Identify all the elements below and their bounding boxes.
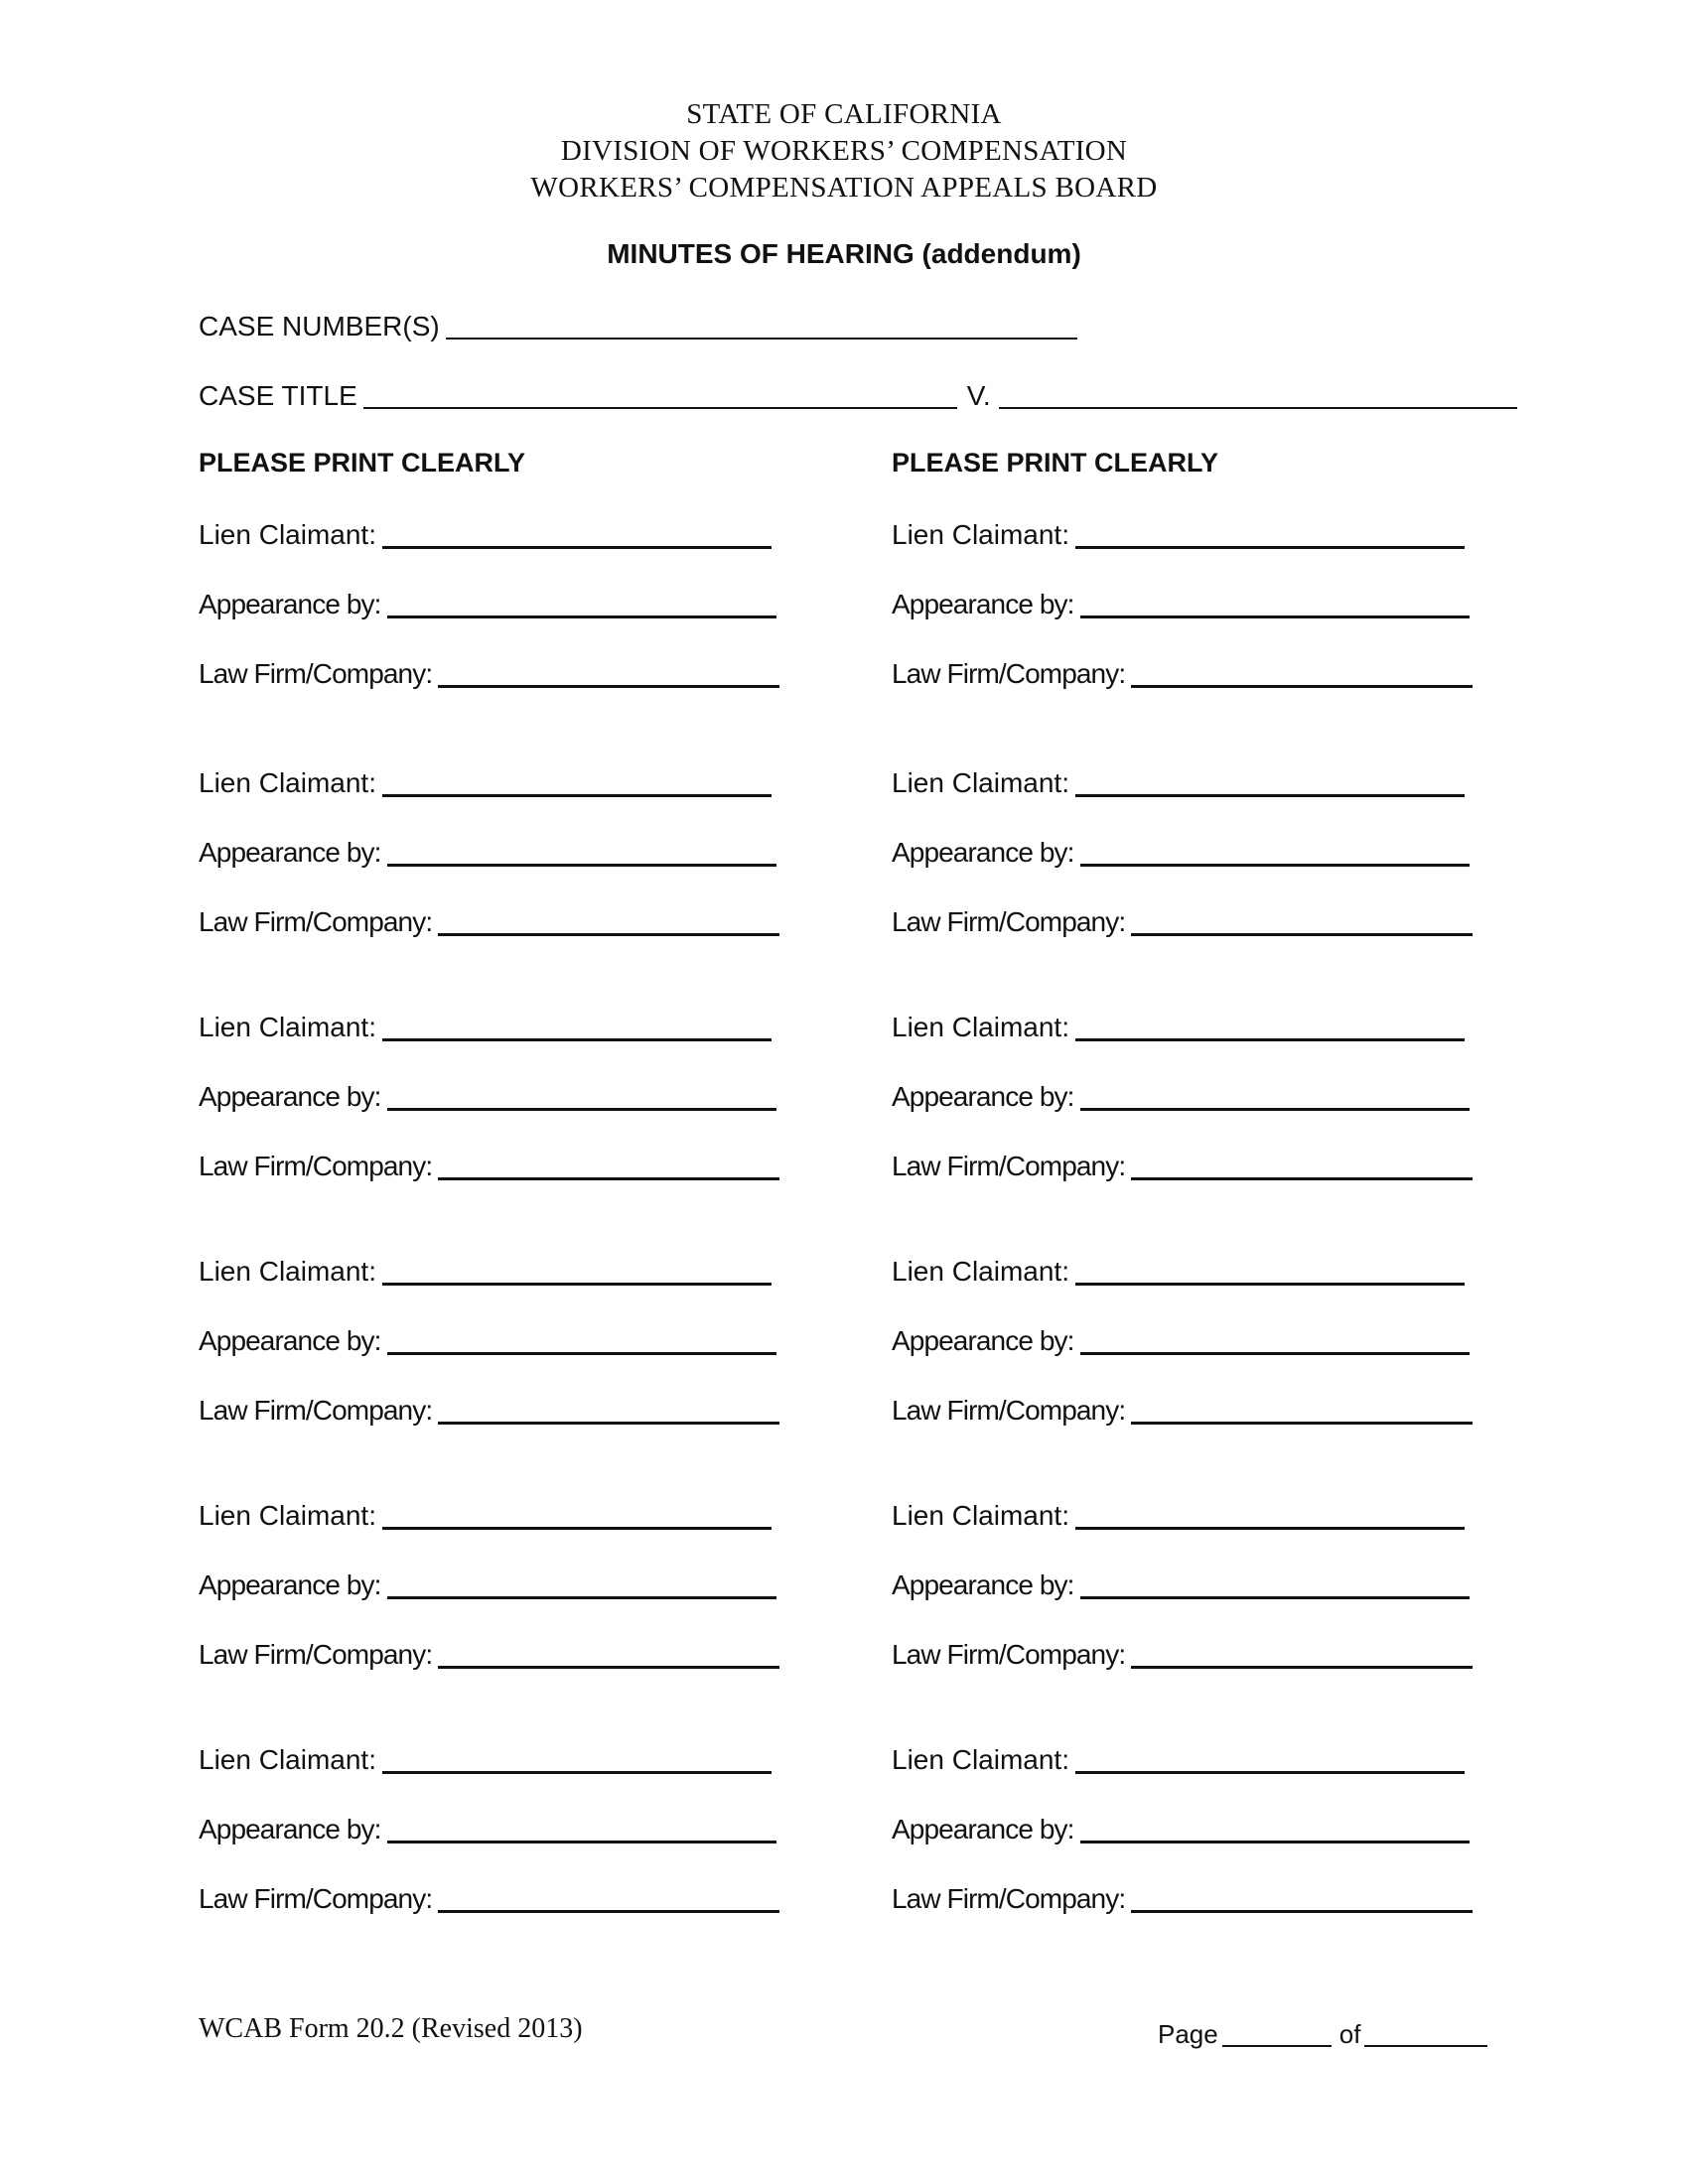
- lien-claimant-label: Lien Claimant:: [199, 1500, 376, 1531]
- versus-label: V.: [966, 380, 991, 411]
- appearance-by-field[interactable]: [1080, 1352, 1470, 1355]
- law-firm-row: [199, 1144, 779, 1183]
- page-count: [1158, 2011, 1487, 2051]
- lien-claimant-field[interactable]: [382, 1283, 772, 1286]
- law-firm-row: [199, 651, 779, 691]
- lien-claimant-field[interactable]: [1075, 1038, 1465, 1041]
- lien-claimant-row: [892, 1249, 1465, 1289]
- lien-entry-right-4: [892, 1249, 1487, 1428]
- law-firm-field[interactable]: [438, 1422, 779, 1425]
- appearance-by-row: [199, 1318, 776, 1358]
- law-firm-label: Law Firm/Company:: [892, 1639, 1126, 1670]
- appearance-by-label: Appearance by:: [199, 1081, 381, 1112]
- law-firm-label: Law Firm/Company:: [199, 1151, 433, 1181]
- law-firm-label: Law Firm/Company:: [199, 906, 433, 937]
- law-firm-row: [199, 1632, 779, 1672]
- appearance-by-label: Appearance by:: [199, 1570, 381, 1600]
- law-firm-label: Law Firm/Company:: [199, 1395, 433, 1426]
- appearance-by-label: Appearance by:: [892, 1081, 1074, 1112]
- case-number-label: CASE NUMBER(S): [199, 311, 440, 341]
- lien-claimant-field[interactable]: [382, 546, 772, 549]
- lien-claimant-row: [199, 1737, 772, 1777]
- appearance-by-field[interactable]: [387, 1352, 776, 1355]
- law-firm-label: Law Firm/Company:: [199, 1883, 433, 1914]
- lien-claimant-label: Lien Claimant:: [892, 1744, 1069, 1775]
- law-firm-row: [892, 1388, 1473, 1428]
- appearance-by-row: [199, 1563, 776, 1602]
- lien-entry-left-5: [199, 1493, 794, 1672]
- appearance-by-row: [892, 1807, 1470, 1846]
- appearance-by-field[interactable]: [387, 1596, 776, 1599]
- appearance-by-field[interactable]: [387, 864, 776, 867]
- lien-claimant-label: Lien Claimant:: [199, 519, 376, 550]
- header-state: STATE OF CALIFORNIA: [686, 98, 1002, 130]
- appearance-by-label: Appearance by:: [199, 589, 381, 619]
- lien-entry-right-3: [892, 1005, 1487, 1183]
- case-title-defendant-field[interactable]: [999, 407, 1517, 409]
- law-firm-field[interactable]: [438, 1910, 779, 1913]
- lien-claimant-row: [199, 760, 772, 800]
- law-firm-label: Law Firm/Company:: [199, 658, 433, 689]
- header-board: WORKERS’ COMPENSATION APPEALS BOARD: [530, 172, 1158, 204]
- appearance-by-row: [199, 1807, 776, 1846]
- appearance-by-label: Appearance by:: [199, 1325, 381, 1356]
- appearance-by-row: [892, 1318, 1470, 1358]
- case-number-row: [199, 304, 1077, 343]
- lien-entry-right-5: [892, 1493, 1487, 1672]
- print-clearly-left: PLEASE PRINT CLEARLY: [199, 448, 526, 478]
- lien-claimant-field[interactable]: [382, 1038, 772, 1041]
- lien-claimant-label: Lien Claimant:: [892, 1012, 1069, 1042]
- appearance-by-field[interactable]: [1080, 1596, 1470, 1599]
- case-title-applicant-field[interactable]: [363, 407, 957, 409]
- lien-claimant-field[interactable]: [382, 1527, 772, 1530]
- lien-claimant-label: Lien Claimant:: [892, 1256, 1069, 1287]
- law-firm-row: [199, 899, 779, 939]
- lien-claimant-row: [892, 512, 1465, 552]
- appearance-by-label: Appearance by:: [199, 837, 381, 868]
- case-title-row: [199, 373, 1517, 413]
- header-division: DIVISION OF WORKERS’ COMPENSATION: [560, 135, 1128, 167]
- lien-claimant-field[interactable]: [1075, 546, 1465, 549]
- lien-claimant-row: [892, 1005, 1465, 1044]
- lien-claimant-label: Lien Claimant:: [892, 519, 1069, 550]
- lien-claimant-row: [199, 1493, 772, 1533]
- lien-entry-left-2: [199, 760, 794, 939]
- law-firm-field[interactable]: [1131, 1177, 1473, 1180]
- appearance-by-label: Appearance by:: [892, 589, 1074, 619]
- lien-claimant-label: Lien Claimant:: [199, 1256, 376, 1287]
- law-firm-row: [892, 651, 1473, 691]
- lien-claimant-label: Lien Claimant:: [199, 1012, 376, 1042]
- law-firm-label: Law Firm/Company:: [892, 1883, 1126, 1914]
- lien-claimant-label: Lien Claimant:: [199, 767, 376, 798]
- appearance-by-row: [199, 1074, 776, 1114]
- case-number-field[interactable]: [446, 338, 1077, 340]
- law-firm-row: [892, 1876, 1473, 1916]
- form-title: MINUTES OF HEARING (addendum): [607, 238, 1081, 269]
- appearance-by-field[interactable]: [1080, 1841, 1470, 1843]
- lien-claimant-row: [892, 1493, 1465, 1533]
- appearance-by-field[interactable]: [387, 1108, 776, 1111]
- appearance-by-label: Appearance by:: [199, 1814, 381, 1844]
- page-number-field[interactable]: [1222, 2045, 1332, 2047]
- lien-claimant-label: Lien Claimant:: [199, 1744, 376, 1775]
- law-firm-label: Law Firm/Company:: [892, 658, 1126, 689]
- law-firm-field[interactable]: [1131, 1666, 1473, 1669]
- page-total-field[interactable]: [1364, 2045, 1487, 2047]
- lien-entry-left-3: [199, 1005, 794, 1183]
- lien-entry-left-1: [199, 512, 794, 691]
- appearance-by-row: [199, 830, 776, 870]
- law-firm-field[interactable]: [1131, 1422, 1473, 1425]
- appearance-by-field[interactable]: [387, 1841, 776, 1843]
- law-firm-row: [199, 1388, 779, 1428]
- law-firm-label: Law Firm/Company:: [892, 1151, 1126, 1181]
- appearance-by-row: [892, 1563, 1470, 1602]
- appearance-by-row: [199, 582, 776, 621]
- law-firm-label: Law Firm/Company:: [199, 1639, 433, 1670]
- lien-entry-right-2: [892, 760, 1487, 939]
- lien-entry-right-1: [892, 512, 1487, 691]
- law-firm-row: [892, 1632, 1473, 1672]
- lien-claimant-field[interactable]: [1075, 1283, 1465, 1286]
- appearance-by-field[interactable]: [1080, 864, 1470, 867]
- lien-entry-right-6: [892, 1737, 1487, 1916]
- of-label: of: [1338, 2019, 1361, 2049]
- appearance-by-label: Appearance by:: [892, 1814, 1074, 1844]
- appearance-by-field[interactable]: [387, 615, 776, 618]
- form-identifier: WCAB Form 20.2 (Revised 2013): [199, 2013, 583, 2044]
- lien-claimant-field[interactable]: [382, 1771, 772, 1774]
- lien-claimant-row: [892, 1737, 1465, 1777]
- law-firm-field[interactable]: [438, 1666, 779, 1669]
- lien-entry-left-6: [199, 1737, 794, 1916]
- lien-claimant-field[interactable]: [382, 794, 772, 797]
- appearance-by-label: Appearance by:: [892, 1325, 1074, 1356]
- appearance-by-row: [892, 830, 1470, 870]
- lien-claimant-field[interactable]: [1075, 1771, 1465, 1774]
- page-label: Page: [1158, 2019, 1218, 2049]
- law-firm-label: Law Firm/Company:: [892, 906, 1126, 937]
- lien-claimant-row: [199, 1005, 772, 1044]
- law-firm-row: [199, 1876, 779, 1916]
- lien-claimant-row: [199, 1249, 772, 1289]
- law-firm-field[interactable]: [1131, 685, 1473, 688]
- law-firm-label: Law Firm/Company:: [892, 1395, 1126, 1426]
- law-firm-field[interactable]: [1131, 933, 1473, 936]
- lien-claimant-row: [199, 512, 772, 552]
- lien-claimant-field[interactable]: [1075, 794, 1465, 797]
- lien-claimant-row: [892, 760, 1465, 800]
- lien-claimant-label: Lien Claimant:: [892, 1500, 1069, 1531]
- law-firm-field[interactable]: [1131, 1910, 1473, 1913]
- appearance-by-field[interactable]: [1080, 615, 1470, 618]
- lien-claimant-field[interactable]: [1075, 1527, 1465, 1530]
- print-clearly-right: PLEASE PRINT CLEARLY: [892, 448, 1219, 478]
- appearance-by-label: Appearance by:: [892, 837, 1074, 868]
- lien-claimant-label: Lien Claimant:: [892, 767, 1069, 798]
- law-firm-field[interactable]: [438, 1177, 779, 1180]
- law-firm-field[interactable]: [438, 685, 779, 688]
- appearance-by-field[interactable]: [1080, 1108, 1470, 1111]
- appearance-by-label: Appearance by:: [892, 1570, 1074, 1600]
- case-title-label: CASE TITLE: [199, 380, 357, 411]
- appearance-by-row: [892, 582, 1470, 621]
- law-firm-field[interactable]: [438, 933, 779, 936]
- law-firm-row: [892, 1144, 1473, 1183]
- law-firm-row: [892, 899, 1473, 939]
- appearance-by-row: [892, 1074, 1470, 1114]
- lien-entry-left-4: [199, 1249, 794, 1428]
